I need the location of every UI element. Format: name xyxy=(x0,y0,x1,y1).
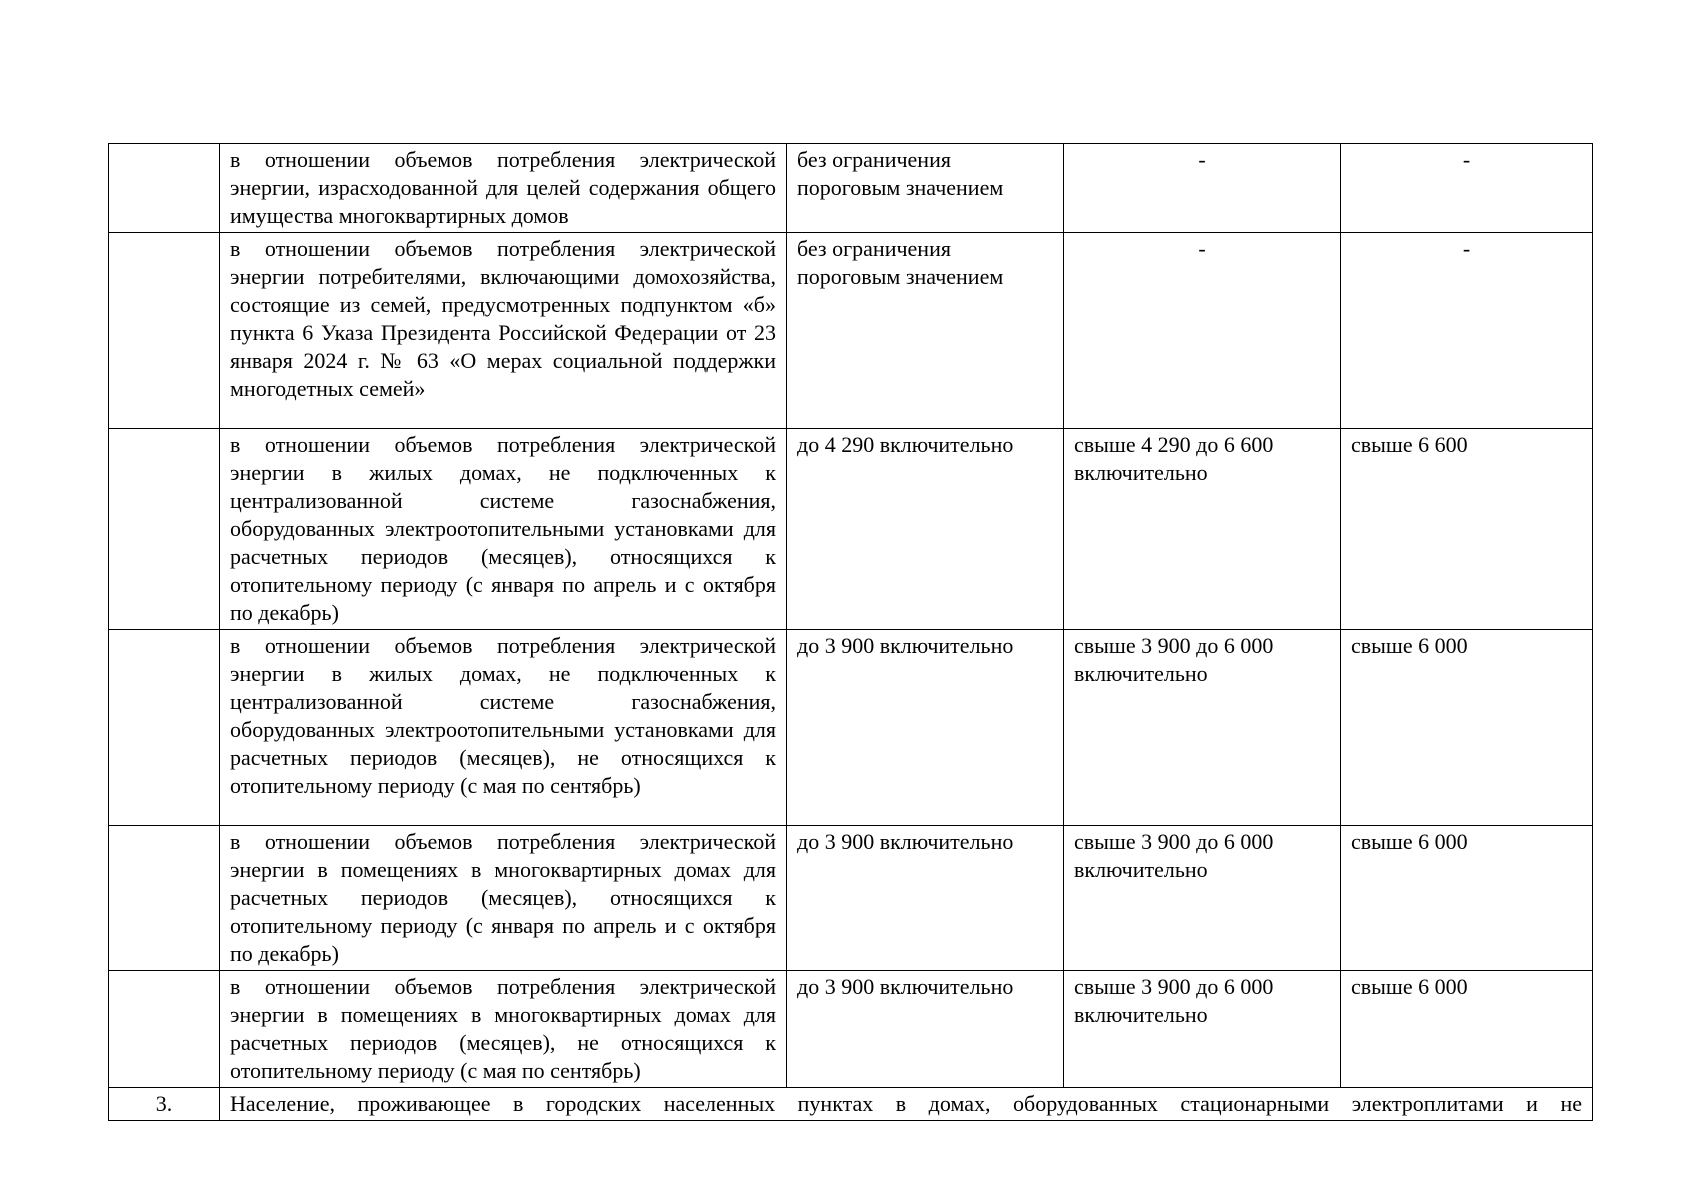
threshold-3-cell: - xyxy=(1341,233,1593,429)
table-row xyxy=(109,233,1593,429)
threshold-1-cell: до 3 900 включительно xyxy=(787,971,1064,1088)
row-description: в отношении объемов потребления электрической энергии потребителями, включающими домохозяйства, состоящие из семей, предусмотренных подпунктом «б» пункта 6 Указа Президента Российской Федерации от 23 января 2024 г. № 63 «О мерах социальной поддержки многодетных семей» xyxy=(230,236,776,401)
threshold-3-cell: свыше 6 600 xyxy=(1341,429,1593,630)
threshold-2-cell: - xyxy=(1064,233,1341,429)
row-description: в отношении объемов потребления электрической энергии в помещениях в многоквартирных домах для расчетных периодов (месяцев), не относящихся к отопительному периоду (с мая по сентябрь) xyxy=(230,974,776,1083)
row-description-cell xyxy=(220,826,787,971)
row-description-cell xyxy=(220,144,787,233)
threshold-1-cell: без ограничения пороговым значением xyxy=(787,233,1064,429)
threshold-3-cell: свыше 6 000 xyxy=(1341,630,1593,826)
row-description: в отношении объемов потребления электрической энергии в жилых домах, не подключенных к централизованной системе газоснабжения, оборудованных электроотопительными установками для расчетных периодов (месяцев), относящихся к отопительному периоду (с января по апрель и с октября по декабрь) xyxy=(230,432,776,625)
row-number-cell xyxy=(109,233,220,429)
threshold-1-cell: до 4 290 включительно xyxy=(787,429,1064,630)
threshold-2-cell: свыше 3 900 до 6 000 включительно xyxy=(1064,971,1341,1088)
table-row xyxy=(109,971,1593,1088)
section-number-cell: 3. xyxy=(109,1088,220,1121)
row-description: в отношении объемов потребления электрической энергии в жилых домах, не подключенных к централизованной системе газоснабжения, оборудованных электроотопительными установками для расчетных периодов (месяцев), не относящихся к отопительному периоду (с мая по сентябрь) xyxy=(230,633,776,798)
row-description: в отношении объемов потребления электрической энергии в помещениях в многоквартирных домах для расчетных периодов (месяцев), относящихся к отопительному периоду (с января по апрель и с октября по декабрь) xyxy=(230,829,776,966)
table-row-section-3 xyxy=(109,1088,1593,1121)
threshold-2-cell: свыше 3 900 до 6 000 включительно xyxy=(1064,826,1341,971)
threshold-2-cell: - xyxy=(1064,144,1341,233)
table-row xyxy=(109,144,1593,233)
threshold-1-cell: без ограничения пороговым значением xyxy=(787,144,1064,233)
row-description-cell xyxy=(220,233,787,429)
table-row xyxy=(109,429,1593,630)
row-description-cell xyxy=(220,971,787,1088)
threshold-3-cell: - xyxy=(1341,144,1593,233)
row-number-cell xyxy=(109,144,220,233)
row-number-cell xyxy=(109,971,220,1088)
row-description-cell xyxy=(220,630,787,826)
row-description: в отношении объемов потребления электрической энергии, израсходованной для целей содержания общего имущества многоквартирных домов xyxy=(230,147,776,228)
threshold-3-cell: свыше 6 000 xyxy=(1341,826,1593,971)
threshold-1-cell: до 3 900 включительно xyxy=(787,630,1064,826)
table-row xyxy=(109,826,1593,971)
tariff-table xyxy=(108,143,1593,1121)
threshold-1-cell: до 3 900 включительно xyxy=(787,826,1064,971)
row-description-cell xyxy=(220,429,787,630)
threshold-2-cell: свыше 3 900 до 6 000 включительно xyxy=(1064,630,1341,826)
section-description-cell: Население, проживающее в городских населенных пунктах в домах, оборудованных стационарными электроплитами и не xyxy=(220,1088,1593,1121)
threshold-2-cell: свыше 4 290 до 6 600 включительно xyxy=(1064,429,1341,630)
threshold-3-cell: свыше 6 000 xyxy=(1341,971,1593,1088)
row-number-cell xyxy=(109,826,220,971)
table-row xyxy=(109,630,1593,826)
row-number-cell xyxy=(109,429,220,630)
row-number-cell xyxy=(109,630,220,826)
